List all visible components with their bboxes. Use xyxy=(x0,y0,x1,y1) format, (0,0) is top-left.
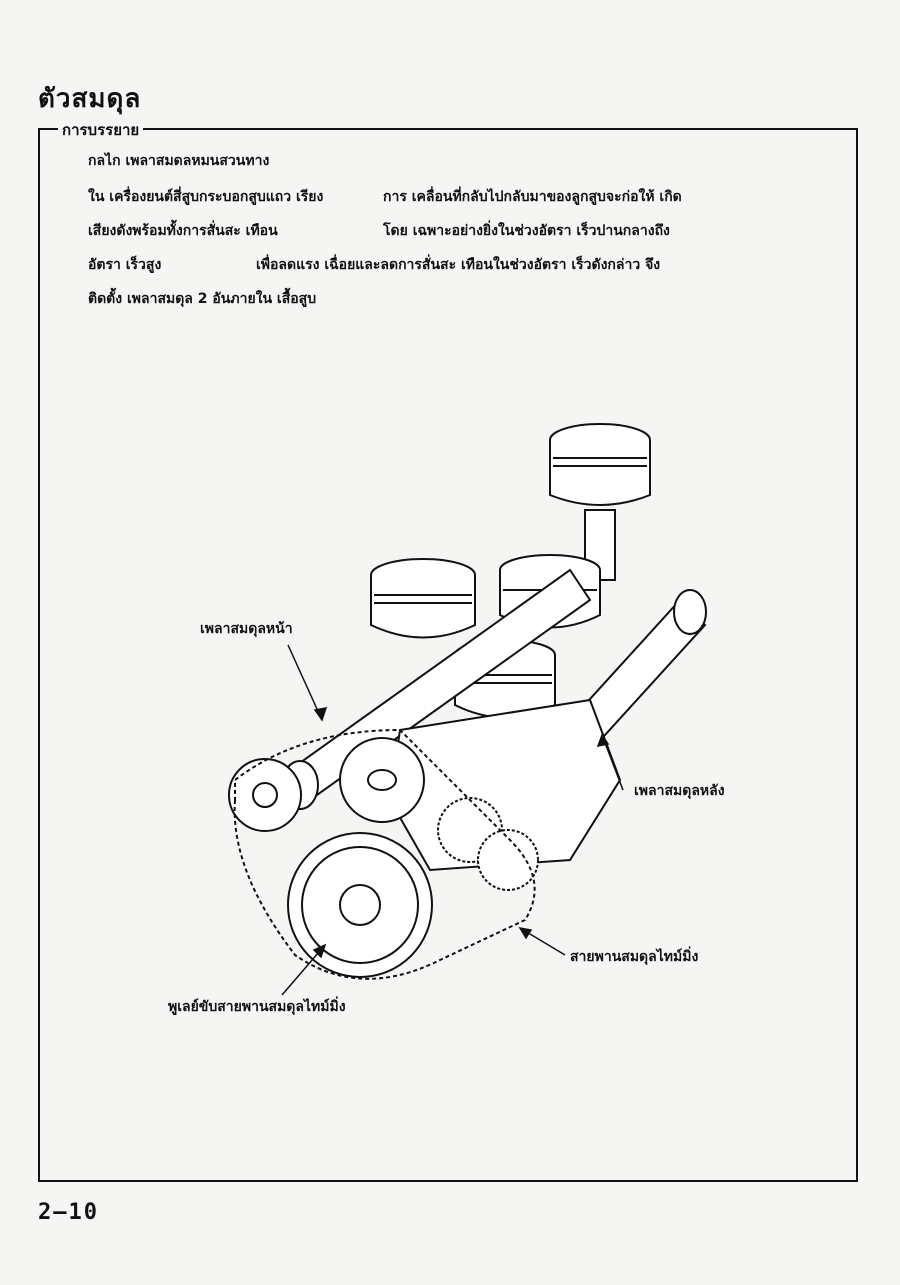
callout-timing-belt: สายพานสมดุลไทม์มิ่ง xyxy=(570,949,699,965)
page-number: 2–10 xyxy=(38,1200,99,1225)
description-line xyxy=(88,186,682,208)
description-subheading: กลไก เพลาสมดลหมนสวนทาง xyxy=(88,153,270,169)
page-title: ตัวสมดุล xyxy=(38,84,142,114)
balancer-engine-illustration xyxy=(150,400,750,1000)
line-part-a: ติดตั้ง เพลาสมดุล 2 อันภายใน เสื้อสูบ xyxy=(88,291,317,307)
callout-drive-pulley: พูเลย์ขับสายพานสมดุลไทม์มิ่ง xyxy=(168,999,346,1015)
piston-illustration xyxy=(371,559,475,638)
description-line xyxy=(88,220,670,242)
callout-rear-balancer-shaft: เพลาสมดุลหลัง xyxy=(634,783,725,799)
line-part-a: ใน เครื่องยนต์สี่สูบกระบอกสูบแถว เรียง xyxy=(88,189,324,205)
line-part-b: การ เคลื่อนที่กลับไปกลับมาของลูกสูบจะก่อให้ เกิด xyxy=(383,189,682,205)
line-part-b: โดย เฉพาะอย่างยิ่งในช่วงอัตรา เร็วปานกลางถึง xyxy=(383,223,670,239)
line-part-a: อัตรา เร็วสูง xyxy=(88,257,162,273)
section-label: การบรรยาย xyxy=(58,118,143,142)
line-part-b: เพื่อลดแรง เฉื่อยและลดการสั่นสะ เทือนในช่วงอัตรา เร็วดังกล่าว จึง xyxy=(256,257,661,273)
description-line xyxy=(88,288,316,310)
callout-front-balancer-shaft: เพลาสมดุลหน้า xyxy=(200,621,293,637)
line-part-a: เสียงดังพร้อมทั้งการสั่นสะ เทือน xyxy=(88,223,278,239)
description-line xyxy=(88,254,661,276)
